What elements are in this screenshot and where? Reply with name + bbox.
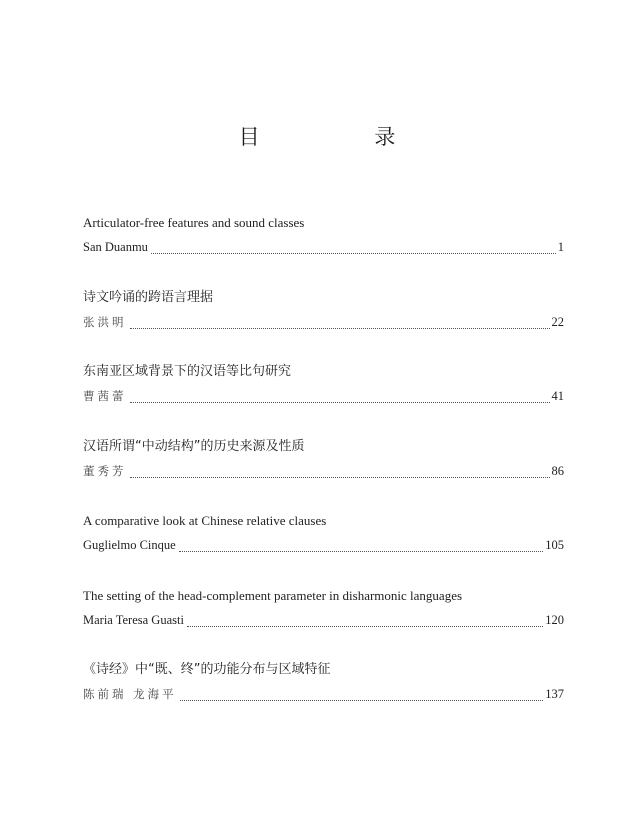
dot-leader (151, 253, 556, 254)
entry-author: 陈前瑞 龙海平 (83, 687, 177, 701)
page-number: 86 (551, 463, 564, 478)
toc-entry[interactable] (83, 289, 564, 364)
dot-leader (187, 626, 543, 627)
entry-author: San Duanmu (83, 240, 148, 254)
entry-title: 东南亚区域背景下的汉语等比句研究 (83, 364, 292, 379)
entry-title: The setting of the head-complement parameter in disharmonic languages (83, 587, 463, 603)
entry-line (83, 313, 564, 333)
entry-line (83, 611, 564, 631)
entry-author: Guglielmo Cinque (83, 538, 176, 552)
toc-entry[interactable] (83, 438, 564, 513)
entry-author: 张洪明 (83, 314, 127, 329)
entry-author: 董秀芳 (83, 463, 127, 478)
toc-entry[interactable] (83, 363, 564, 438)
dot-leader (130, 328, 550, 329)
toc-entry[interactable] (83, 661, 564, 736)
dot-leader (130, 402, 550, 403)
entry-title: 诗文吟诵的跨语言理据 (83, 289, 214, 305)
entry-line (83, 387, 564, 407)
toc-entry[interactable] (83, 214, 564, 289)
page-title: 目 录 (238, 125, 450, 149)
entry-line (83, 238, 564, 258)
page-number: 105 (545, 538, 564, 552)
toc-entry[interactable] (83, 512, 564, 587)
page-number: 1 (557, 240, 564, 254)
entry-title: 《诗经》中“既、终”的功能分布与区域特征 (83, 662, 331, 677)
dot-leader (179, 551, 544, 552)
entry-title: 汉语所谓“中动结构”的历史来源及性质 (83, 438, 305, 454)
toc-list (83, 214, 564, 736)
page-number: 120 (545, 612, 564, 627)
entry-line (83, 462, 564, 482)
toc-entry[interactable] (83, 587, 564, 662)
page-number: 41 (551, 389, 564, 403)
page-number: 137 (545, 687, 564, 701)
entry-title: Articulator-free features and sound classes (83, 215, 305, 230)
entry-title: A comparative look at Chinese relative clauses (83, 513, 327, 528)
entry-line (83, 536, 564, 556)
entry-line (83, 685, 564, 705)
entry-author: 曹茜蕾 (83, 389, 127, 403)
dot-leader (130, 477, 550, 478)
entry-author: Maria Teresa Guasti (83, 612, 184, 627)
dot-leader (180, 700, 544, 701)
page-number: 22 (551, 314, 564, 329)
